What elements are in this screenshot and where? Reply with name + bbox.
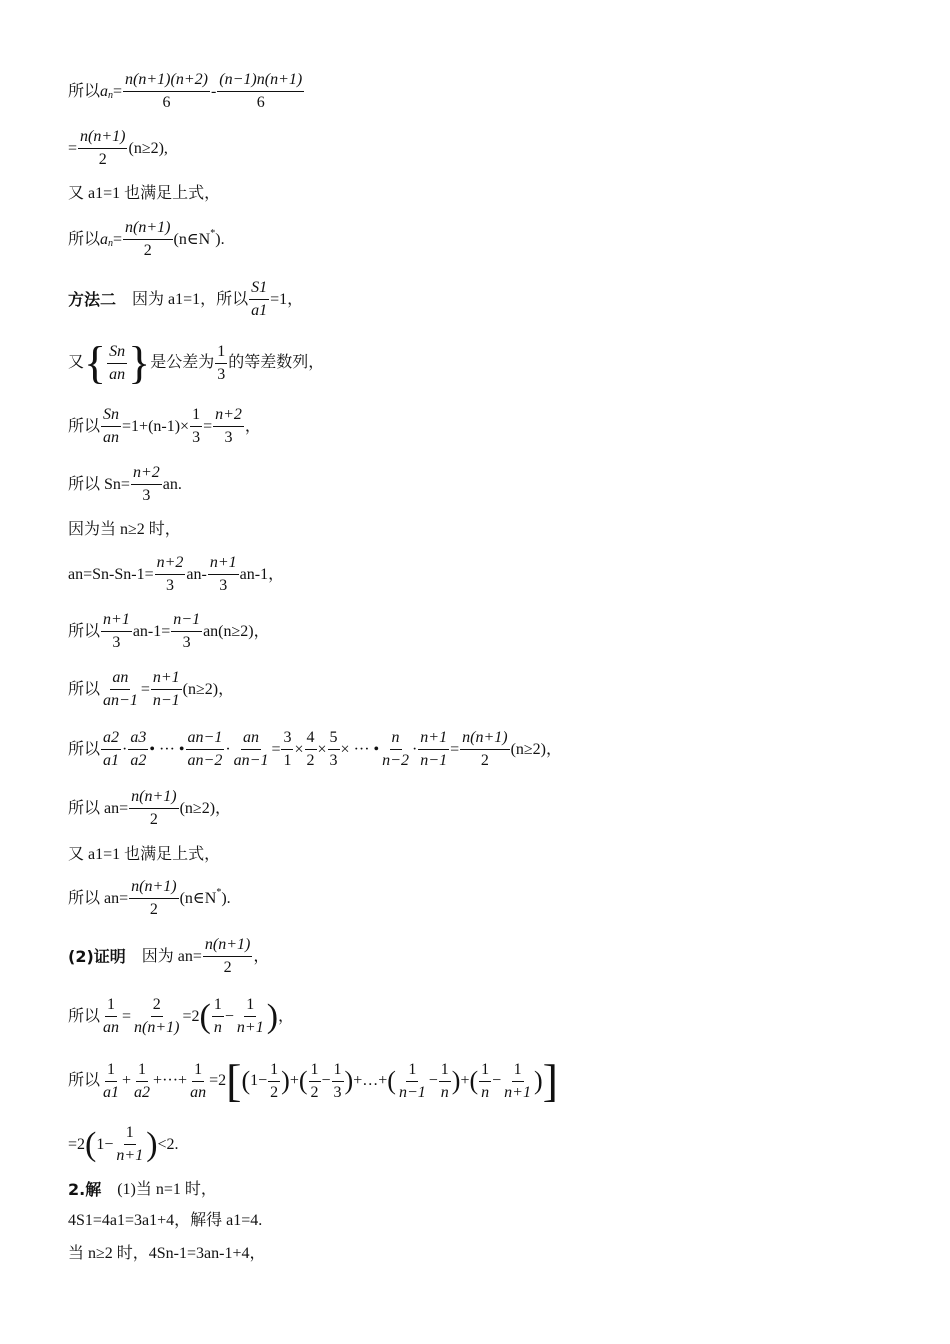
text: (n≥2)，	[179, 799, 232, 817]
numerator: 1	[439, 1060, 451, 1082]
numerator: n(n+1)	[123, 218, 172, 240]
eq-line-5	[68, 278, 303, 321]
fraction	[132, 995, 181, 1038]
denominator: a2	[130, 752, 147, 769]
fraction	[460, 728, 509, 771]
numerator: n	[390, 728, 402, 750]
text: 的等差数列，	[228, 354, 325, 371]
superscript: *	[210, 227, 216, 239]
eq-line-11	[68, 610, 270, 653]
denominator: an	[190, 1083, 207, 1101]
text: =	[140, 680, 150, 698]
denominator: a1	[103, 1083, 120, 1101]
numerator: 4	[305, 728, 317, 750]
text: =	[113, 230, 123, 248]
eq-line-2	[68, 127, 168, 170]
fraction	[249, 278, 269, 321]
text: 4S1=4a1=3a1+4，解得 a1=4.	[68, 1212, 263, 1229]
denominator: n	[440, 1083, 449, 1101]
denominator: an−1	[103, 692, 138, 709]
denominator: n	[213, 1019, 222, 1036]
text: an-1=	[132, 622, 171, 640]
right-bracket: ]	[542, 1055, 558, 1106]
text: ·	[411, 740, 418, 758]
left-paren: (	[298, 1066, 308, 1095]
proof-label: (2)证明	[68, 946, 126, 966]
text: −	[321, 1072, 331, 1089]
text: =2	[182, 1007, 200, 1025]
denominator: n(n+1)	[134, 1019, 180, 1036]
fraction	[123, 70, 210, 113]
fraction	[128, 728, 148, 771]
text: +···+	[153, 1072, 188, 1089]
denominator: n−1	[398, 1083, 426, 1101]
numerator: Sn	[101, 405, 121, 427]
fraction	[123, 218, 172, 261]
text: ×	[317, 740, 327, 758]
text: an(n≥2)，	[203, 622, 270, 640]
fraction	[151, 668, 182, 711]
numerator: n+2	[131, 463, 162, 485]
fraction	[101, 610, 132, 653]
denominator: 3	[219, 577, 228, 594]
numerator: n(n+1)	[129, 787, 178, 809]
fraction	[215, 342, 227, 385]
text: =1+(n-1)×	[122, 417, 190, 435]
text-line-15	[68, 845, 220, 865]
right-paren: )	[281, 1066, 290, 1095]
text: 所以	[68, 230, 101, 248]
text: 所以	[68, 417, 101, 435]
numerator: n+2	[213, 405, 244, 427]
numerator: 1	[215, 342, 227, 364]
numerator: n(n+1)(n+2)	[123, 70, 210, 92]
text: ).	[215, 230, 225, 248]
text: −	[428, 1072, 438, 1089]
text: ).	[221, 889, 231, 907]
left-paren: (	[85, 1125, 97, 1163]
numerator: n+1	[208, 553, 239, 575]
fraction	[155, 553, 186, 596]
text: 又	[68, 354, 85, 371]
text: 所以	[68, 622, 101, 640]
text: 所以 Sn=	[68, 475, 130, 493]
fraction	[212, 995, 224, 1038]
numerator: 1	[332, 1060, 344, 1082]
fraction	[281, 728, 293, 771]
numerator: n+1	[151, 668, 182, 690]
denominator: 2	[306, 752, 315, 769]
text: =	[68, 139, 78, 157]
text: 所以 an=	[68, 889, 129, 907]
text: 又 a1=1 也满足上式，	[68, 846, 221, 863]
numerator: n(n+1)	[78, 127, 127, 149]
text: 又 a1=1 也满足上式，	[68, 185, 221, 202]
fraction	[171, 610, 202, 653]
eq-line-14	[68, 787, 231, 830]
fraction	[397, 1060, 428, 1103]
fraction	[203, 935, 252, 978]
text: an-	[186, 565, 207, 583]
denominator: 3	[112, 634, 121, 651]
eq-line-12	[68, 668, 234, 711]
text: +	[122, 1072, 132, 1089]
fraction	[217, 70, 304, 113]
left-paren: (	[199, 997, 211, 1035]
text: ×	[294, 740, 304, 758]
text: an-1，	[239, 565, 285, 583]
numerator: n(n+1)	[460, 728, 509, 750]
denominator: n−2	[382, 752, 409, 769]
text: 所以	[68, 1072, 101, 1089]
text: ·	[122, 740, 128, 758]
denominator: a1	[251, 302, 268, 319]
text: =	[203, 417, 213, 435]
right-paren: )	[451, 1066, 461, 1095]
denominator: 6	[162, 94, 171, 111]
fraction	[131, 463, 162, 506]
eq-line-4	[68, 218, 225, 261]
text: +…+	[353, 1072, 388, 1089]
text: (n≥2),	[128, 139, 168, 157]
text: ·	[225, 740, 231, 758]
denominator: an−1	[233, 752, 269, 769]
left-brace: {	[84, 337, 107, 388]
text: an.	[162, 475, 182, 493]
denominator: 3	[142, 487, 151, 504]
eq-line-16	[68, 877, 231, 920]
numerator: 1	[124, 1123, 136, 1145]
text-line-22	[68, 1211, 262, 1231]
text: -	[210, 82, 217, 100]
numerator: 5	[328, 728, 340, 750]
left-paren: (	[241, 1066, 251, 1095]
fraction	[332, 1060, 344, 1103]
right-paren: )	[146, 1125, 158, 1163]
eq-line-17	[68, 935, 269, 978]
denominator: 1	[283, 752, 292, 769]
denominator: 2	[143, 242, 152, 259]
text: 所以 an=	[68, 799, 129, 817]
text: 因为 an=	[125, 947, 202, 965]
text: • ··· •	[149, 740, 185, 758]
text: ，	[253, 947, 270, 965]
text: =	[271, 740, 281, 758]
var: a	[100, 82, 109, 100]
eq-line-10	[68, 553, 284, 596]
right-paren: )	[533, 1066, 543, 1095]
numerator: 1	[512, 1060, 524, 1082]
eq-line-13	[68, 728, 562, 771]
numerator: an−1	[186, 728, 225, 750]
denominator: n+1	[116, 1147, 144, 1164]
denominator: an	[103, 429, 120, 446]
eq-line-7	[68, 405, 261, 448]
text: (n≥2)，	[182, 680, 235, 698]
text: 所以	[68, 740, 101, 758]
denominator: n	[481, 1083, 490, 1101]
denominator: a1	[103, 752, 120, 769]
numerator: a3	[128, 728, 148, 750]
numerator: n(n+1)	[203, 935, 252, 957]
text: +	[289, 1072, 299, 1089]
text: =	[122, 1007, 132, 1025]
text: 所以	[68, 1007, 101, 1025]
text: =1，	[270, 290, 304, 308]
fraction	[235, 995, 266, 1038]
denominator: 3	[333, 1083, 342, 1101]
fraction	[132, 1060, 152, 1103]
numerator: 1	[406, 1060, 418, 1082]
denominator: n−1	[420, 752, 448, 769]
text: +	[460, 1072, 470, 1089]
fraction	[78, 127, 127, 170]
fraction	[101, 728, 121, 771]
right-paren: )	[344, 1066, 354, 1095]
text-line-21	[68, 1180, 217, 1200]
fraction	[268, 1060, 280, 1103]
eq-line-8	[68, 463, 182, 506]
denominator: 2	[149, 811, 158, 828]
problem-label: 2.解	[68, 1180, 102, 1199]
text: (1)当 n=1 时，	[101, 1181, 217, 1198]
numerator: 1	[268, 1060, 280, 1082]
denominator: n+1	[504, 1083, 531, 1101]
eq-line-18	[68, 995, 294, 1038]
subscript: n	[108, 237, 114, 249]
text: (n∈N	[173, 230, 211, 248]
denominator: 2	[480, 752, 489, 769]
left-paren: (	[469, 1066, 479, 1095]
text: (n≥2)，	[510, 740, 563, 758]
left-paren: (	[387, 1066, 396, 1095]
text: −	[492, 1072, 502, 1089]
numerator: 1	[309, 1060, 321, 1082]
text: 所以	[68, 680, 101, 698]
text: ，	[244, 417, 261, 435]
numerator: 1	[190, 405, 202, 427]
numerator: 1	[212, 995, 224, 1017]
text: an=Sn-Sn-1=	[68, 565, 154, 583]
fraction	[101, 1060, 121, 1103]
superscript: *	[216, 886, 222, 898]
fraction	[479, 1060, 491, 1103]
eq-line-19	[68, 1055, 558, 1106]
fraction	[101, 668, 140, 711]
denominator: 3	[224, 429, 233, 446]
fraction	[188, 1060, 208, 1103]
denominator: an−2	[187, 752, 223, 769]
numerator: n(n+1)	[129, 877, 178, 899]
fraction	[418, 728, 449, 771]
fraction	[101, 995, 121, 1038]
right-brace: }	[128, 337, 151, 388]
numerator: n−1	[171, 610, 202, 632]
method-label: 方法二	[68, 289, 117, 309]
text: 当 n≥2 时，4Sn-1=3an-1+4，	[68, 1245, 266, 1262]
numerator: n+1	[418, 728, 449, 750]
denominator: 3	[192, 429, 201, 446]
fraction	[107, 342, 127, 385]
fraction	[328, 728, 340, 771]
eq-line-20	[68, 1123, 179, 1166]
numerator: (n−1)n(n+1)	[217, 70, 304, 92]
denominator: n−1	[152, 692, 180, 709]
denominator: an	[103, 1019, 120, 1036]
text: =2	[68, 1135, 86, 1153]
fraction	[190, 405, 202, 448]
numerator: 1	[136, 1060, 148, 1082]
left-bracket: [	[226, 1055, 242, 1106]
text: −	[224, 1007, 234, 1025]
numerator: 1	[244, 995, 256, 1017]
eq-line-6	[68, 337, 325, 388]
numerator: Sn	[107, 342, 127, 364]
numerator: 1	[105, 1060, 117, 1082]
fraction	[129, 877, 178, 920]
numerator: n+2	[155, 553, 186, 575]
subscript: n	[108, 89, 114, 101]
numerator: S1	[249, 278, 269, 300]
text: (n∈N	[179, 889, 217, 907]
text-line-3	[68, 184, 220, 204]
numerator: 3	[281, 728, 293, 750]
fraction	[101, 405, 121, 448]
fraction	[380, 728, 411, 771]
numerator: a2	[101, 728, 121, 750]
fraction	[213, 405, 244, 448]
text: 因为当 n≥2 时，	[68, 521, 181, 538]
eq-line-1	[68, 70, 305, 113]
denominator: 3	[182, 634, 191, 651]
denominator: 2	[270, 1083, 279, 1101]
fraction	[186, 728, 225, 771]
text: 1−	[96, 1135, 114, 1153]
denominator: 6	[256, 94, 265, 111]
numerator: an	[110, 668, 130, 690]
text: 1−	[250, 1072, 268, 1089]
fraction	[439, 1060, 451, 1103]
fraction	[208, 553, 239, 596]
text: <2.	[157, 1135, 179, 1153]
text: ，	[278, 1007, 295, 1025]
text-line-23	[68, 1244, 266, 1264]
text: 因为 a1=1，所以	[116, 290, 249, 308]
denominator: 2	[149, 901, 158, 918]
fraction	[502, 1060, 533, 1103]
text: × ··· •	[340, 740, 380, 758]
text: =	[113, 82, 123, 100]
numerator: 1	[192, 1060, 204, 1082]
fraction	[129, 787, 178, 830]
text: 所以	[68, 82, 101, 100]
numerator: 2	[151, 995, 163, 1017]
denominator: a2	[134, 1083, 151, 1101]
denominator: 3	[166, 577, 174, 594]
numerator: an	[241, 728, 261, 750]
denominator: an	[109, 365, 126, 383]
numerator: n+1	[101, 610, 132, 632]
fraction	[114, 1123, 145, 1166]
denominator: 2	[310, 1083, 319, 1101]
numerator: 1	[105, 995, 117, 1017]
text: =2	[209, 1072, 227, 1089]
denominator: 2	[223, 959, 232, 976]
text-line-9	[68, 520, 181, 540]
denominator: 3	[329, 752, 338, 769]
fraction	[309, 1060, 321, 1103]
numerator: 1	[479, 1060, 491, 1082]
var: a	[100, 230, 109, 248]
fraction	[305, 728, 317, 771]
fraction	[232, 728, 271, 771]
denominator: n+1	[236, 1019, 264, 1036]
right-paren: )	[266, 997, 279, 1035]
denominator: 2	[98, 151, 107, 168]
text: =	[450, 740, 460, 758]
denominator: 3	[217, 365, 226, 383]
text: 是公差为	[150, 354, 215, 371]
